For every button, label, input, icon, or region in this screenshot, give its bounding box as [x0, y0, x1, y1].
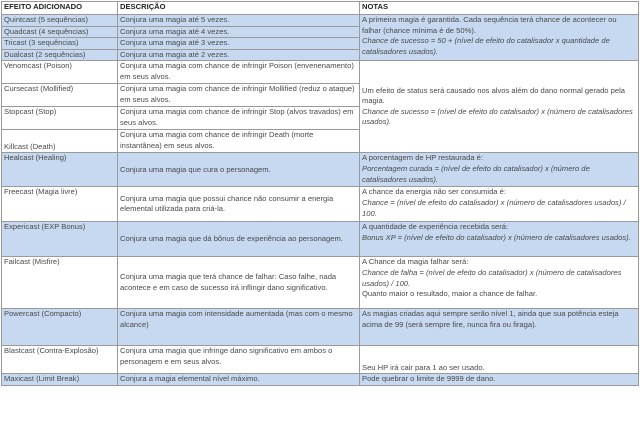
description-cell: Conjura uma magia até 2 vezes.: [118, 49, 360, 61]
description-cell: Conjura a magia elemental nível máximo.: [118, 374, 360, 386]
effect-cell: Expericast (EXP Bonus): [2, 222, 118, 257]
description-cell: Conjura uma magia com chance de infringir Mollified (reduz o ataque) em seus alvos.: [118, 84, 360, 107]
table-row: [2, 61, 639, 84]
effect-cell: Failcast (Misfire): [2, 257, 118, 309]
notes-formula: Porcentagem curada = (nível de efeito do catalisador) x (número de catalisadores usados).: [362, 163, 590, 184]
notes-formula: Bonus XP = (nível de efeito do catalisador) x (número de catalisadores usados).: [362, 232, 631, 242]
notes-cell-status: [360, 61, 639, 153]
notes-text: A chance da energia não ser consumida é:: [362, 187, 506, 197]
notes-text: A quantidade de experiência recebida será:: [362, 222, 509, 232]
effect-cell: Quadcast (4 sequências): [2, 26, 118, 38]
table-header-row: [2, 2, 639, 15]
effect-cell: Quintcast (5 sequências): [2, 15, 118, 27]
description-cell: Conjura uma magia com intensidade aumentada (mas com o mesmo alcance): [118, 309, 360, 346]
table-row: [2, 374, 639, 386]
table-row: [2, 15, 639, 27]
description-cell: Conjura uma magia que dá bônus de experiência ao personagem.: [118, 222, 360, 257]
table-row: [2, 346, 639, 374]
description-cell: Conjura uma magia com chance de infringir Stop (alvos travados) em seus alvos.: [118, 107, 360, 130]
effect-cell: Tricast (3 sequências): [2, 38, 118, 50]
table-row: [2, 222, 639, 257]
description-cell: Conjura uma magia com chance de infringir Poison (envenenamento) em seus alvos.: [118, 61, 360, 84]
notes-text: Um efeito de status será causado nos alvos além do dano normal gerado pela magia.: [362, 85, 625, 106]
effect-cell: Powercast (Compacto): [2, 309, 118, 346]
description-cell: Conjura uma magia que terá chance de falhar: Caso falhe, nada acontece e em caso de sucesso irá inflingir dano significativo.: [118, 257, 360, 309]
effect-cell: Stopcast (Stop): [2, 107, 118, 130]
notes-cell-failcast: [360, 257, 639, 309]
notes-cell-healcast: [360, 153, 639, 187]
notes-cell-multicast: [360, 15, 639, 61]
table-row: [2, 153, 639, 187]
notes-formula: Chance de sucesso = (nível de efeito do catalisador) x (número de catalisadores usados).: [362, 106, 633, 127]
description-cell: Conjura uma magia que possui chance não consumir a energia elemental utilizada para criá-la.: [118, 187, 360, 222]
notes-extra: Quanto maior o resultado, maior a chance de falhar.: [362, 289, 538, 299]
table-row: [2, 187, 639, 222]
description-cell: Conjura uma magia até 4 vezes.: [118, 26, 360, 38]
effect-cell: Cursecast (Mollified): [2, 84, 118, 107]
effect-cell: Healcast (Healing): [2, 153, 118, 187]
description-cell: Conjura uma magia até 3 vezes.: [118, 38, 360, 50]
effect-cell: Killcast (Death): [2, 130, 118, 153]
effect-cell: Dualcast (2 sequências): [2, 49, 118, 61]
notes-cell-expericast: [360, 222, 639, 257]
description-cell: Conjura uma magia com chance de infringir Death (morte instantânea) em seus alvos.: [118, 130, 360, 153]
table-row: [2, 257, 639, 309]
notes-cell-blastcast: Seu HP irá cair para 1 ao ser usado.: [360, 346, 639, 374]
notes-text: A porcentagem de HP restaurada é:: [362, 153, 484, 163]
header-effect: EFEITO ADICIONADO: [2, 2, 118, 15]
description-cell: Conjura uma magia que infringe dano significativo em ambos o personagem e em seus alvos.: [118, 346, 360, 374]
effect-cell: Maxicast (Limit Break): [2, 374, 118, 386]
notes-formula: Chance de sucesso = 50 + (nível de efeito do catalisador x quantidade de catalisadores usados).: [362, 36, 610, 56]
notes-formula: Chance = (nível de efeito do catalisador) x (número de catalisadores usados) / 100.: [362, 197, 626, 218]
header-notes: NOTAS: [360, 2, 639, 15]
description-cell: Conjura uma magia até 5 vezes.: [118, 15, 360, 27]
notes-cell-maxicast: Pode quebrar o limite de 9999 de dano.: [360, 374, 639, 386]
effect-cell: Freecast (Magia livre): [2, 187, 118, 222]
notes-cell-powercast: As magias criadas aqui sempre serão nível 1, ainda que sua potência esteja acima de 99 (será sempre fire, nunca fira ou firaga).: [360, 309, 639, 346]
effect-cell: Venomcast (Poison): [2, 61, 118, 84]
notes-formula: Chance de falha = (nível de efeito do catalisador) x (número de catalisadores usados) / 100.: [362, 267, 622, 288]
magic-effects-table: [1, 1, 639, 386]
table-row: [2, 309, 639, 346]
description-cell: Conjura uma magia que cura o personagem.: [118, 153, 360, 187]
notes-cell-freecast: [360, 187, 639, 222]
notes-text: A primeira magia é garantida. Cada sequência terá chance de acontecer ou falhar (chance mínima é de 50%).: [362, 15, 617, 35]
notes-text: A Chance da magia falhar será:: [362, 257, 469, 267]
header-description: DESCRIÇÃO: [118, 2, 360, 15]
effect-cell: Blastcast (Contra-Explosão): [2, 346, 118, 374]
